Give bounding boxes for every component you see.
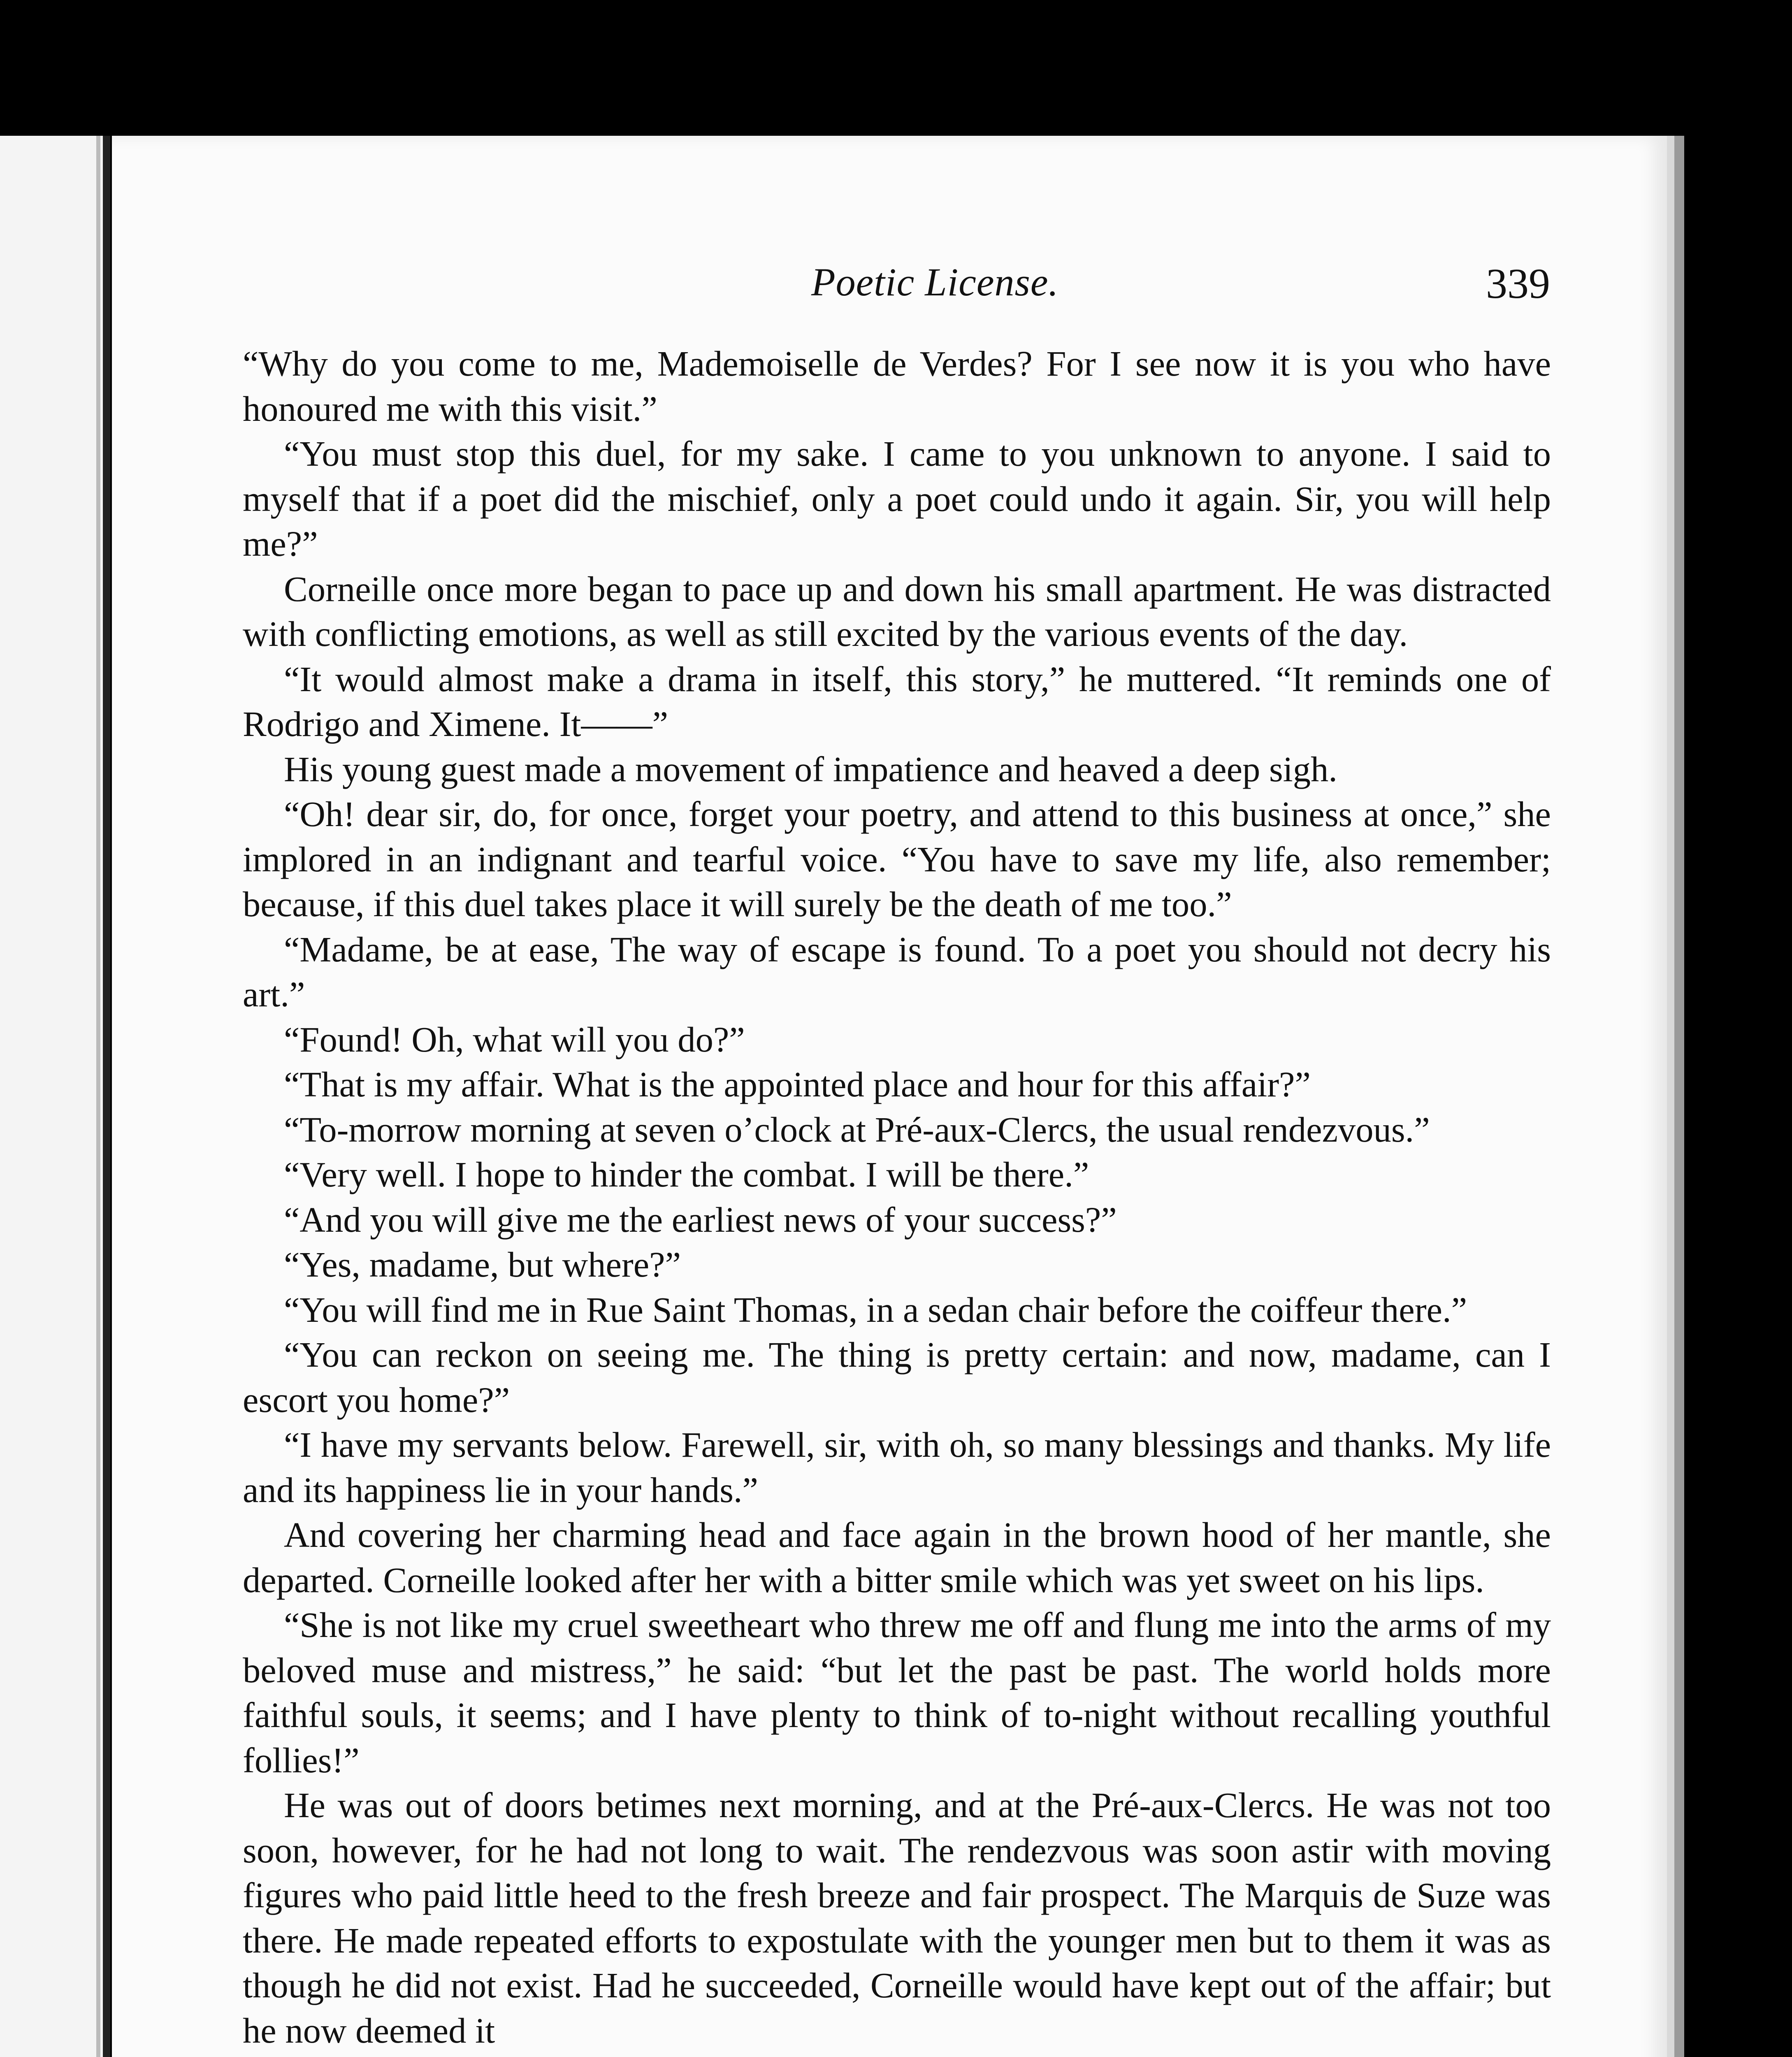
page-edge-shadow bbox=[1674, 136, 1684, 2057]
paragraph: “I have my servants below. Farewell, sir, with oh, so many blessings and thanks. My life and its happiness lie in your hands.” bbox=[243, 1425, 1551, 1510]
paragraph: “And you will give me the earliest news of your success?” bbox=[284, 1200, 1117, 1240]
paragraph: “Why do you come to me, Mademoiselle de Verdes? For I see now it is you who have honoured me with this visit.” bbox=[243, 344, 1551, 429]
paragraph: “Oh! dear sir, do, for once, forget your poetry, and attend to this business at once,” she implored in an indignant and tearful voice. “You have to save my life, also remember; because, if this duel takes place it will surely be the death of me too.” bbox=[243, 794, 1551, 924]
paragraph: His young guest made a movement of impatience and heaved a deep sigh. bbox=[284, 749, 1337, 789]
paragraph: “Very well. I hope to hinder the combat. I will be there.” bbox=[284, 1155, 1089, 1194]
paragraph: “You can reckon on seeing me. The thing is pretty certain: and now, madame, can I escort you home?” bbox=[243, 1335, 1551, 1420]
paragraph: “That is my affair. What is the appointed place and hour for this affair?” bbox=[284, 1065, 1311, 1104]
paragraph: “Found! Oh, what will you do?” bbox=[284, 1019, 745, 1059]
paragraph: Corneille once more began to pace up and down his small apartment. He was distracted with conflicting emotions, as well as still excited by the various events of the day. bbox=[243, 569, 1551, 654]
facing-page-edge bbox=[0, 136, 110, 2057]
paragraph: “You must stop this duel, for my sake. I came to you unknown to anyone. I said to myself that if a poet did the mischief, only a poet could undo it again. Sir, you will help me?” bbox=[243, 434, 1551, 564]
paragraph: “She is not like my cruel sweetheart who threw me off and flung me into the arms of my beloved muse and mistress,” he said: “but let the past be past. The world holds more faithful souls, it seems; and I have plenty to think of to-night without recalling youthful follies!” bbox=[243, 1605, 1551, 1780]
paragraph: “You will find me in Rue Saint Thomas, in a sedan chair before the coiffeur there.” bbox=[284, 1290, 1467, 1330]
paragraph: And covering her charming head and face again in the brown hood of her mantle, she departed. Corneille looked after her with a bitter smile which was yet sweet on his lips. bbox=[243, 1515, 1551, 1600]
paragraph: “It would almost make a drama in itself, this story,” he muttered. “It reminds one of Rodrigo and Ximene. It——” bbox=[243, 659, 1551, 744]
paragraph: “Madame, be at ease, The way of escape is found. To a poet you should not decry his art.” bbox=[243, 929, 1551, 1014]
paragraph: “To-morrow morning at seven o’clock at Pré-aux-Clercs, the usual rendezvous.” bbox=[284, 1110, 1430, 1149]
body-text bbox=[243, 341, 1551, 2053]
paragraph: “Yes, madame, but where?” bbox=[284, 1245, 681, 1284]
paragraph: He was out of doors betimes next morning, and at the Pré-aux-Clercs. He was not too soon, however, for he had not long to wait. The rendezvous was soon astir with moving figures who paid little heed to the fresh breeze and fair prospect. The Marquis de Suze was there. He made repeated efforts to expostulate with the younger men but to them it was as though he did not exist. Had he succeeded, Corneille would have kept out of the affair; but he now deemed it bbox=[243, 1785, 1551, 2050]
page-number: 339 bbox=[1486, 260, 1550, 307]
book-page bbox=[112, 136, 1683, 2057]
running-head: Poetic License. bbox=[811, 260, 1059, 304]
